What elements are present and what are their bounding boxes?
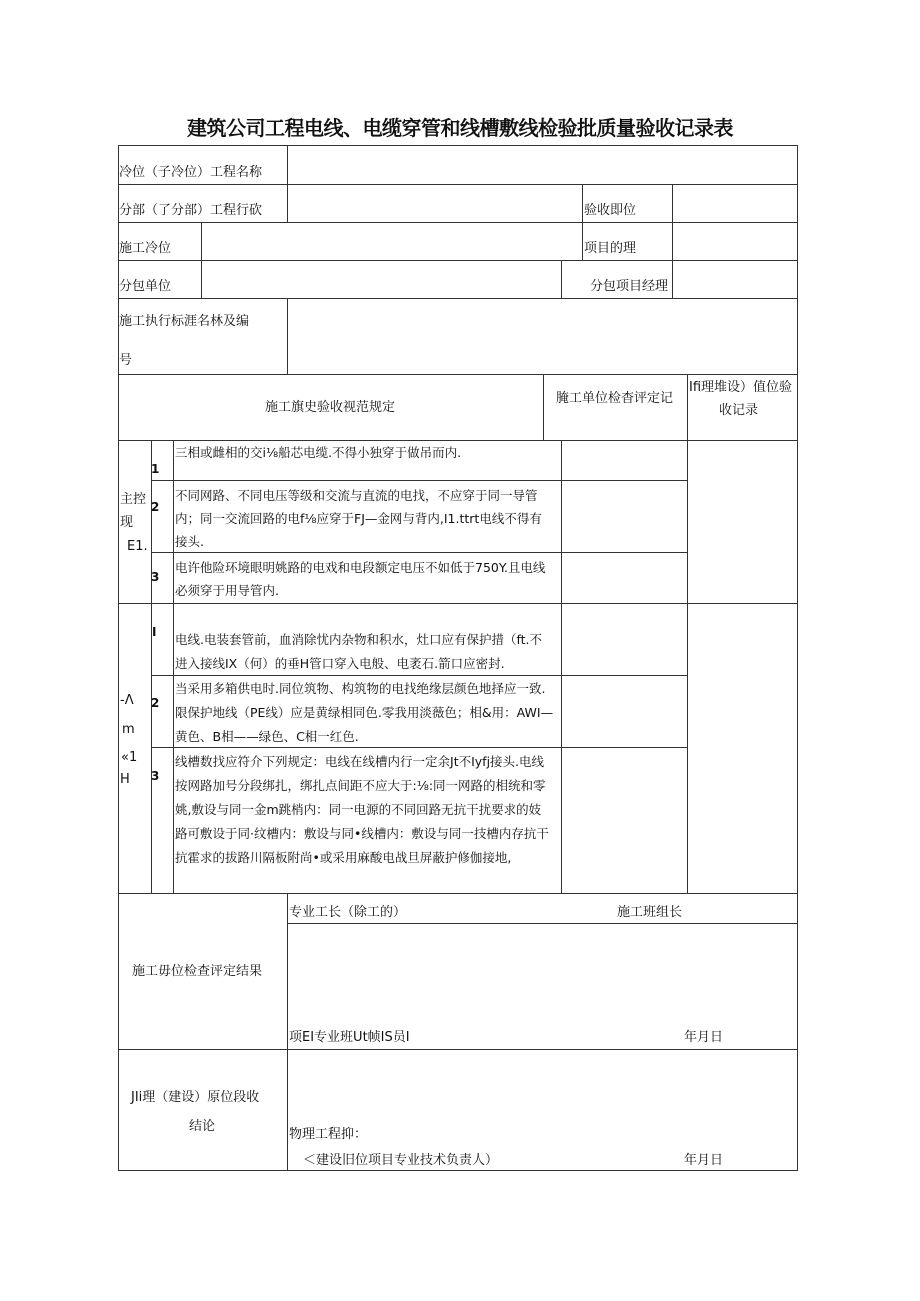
- foreman-label: 专业工长（除工的）: [289, 905, 407, 920]
- subcontract-manager-label: 分包项目经理: [590, 279, 669, 294]
- table-border-right: [797, 145, 798, 1171]
- main-control-label: E1.: [127, 539, 148, 554]
- team-leader-label: 施工班组长: [617, 905, 683, 920]
- spec-column-header: 施工旗史验收视范规定: [265, 400, 396, 415]
- unit-project-label: 冷位（子冷位）工程名称: [119, 165, 263, 180]
- item-text: 内；同一交流回路的电f⅛应穿于FJ—金网与背内,I1.ttrt电线不得有: [175, 511, 542, 526]
- supervision-result-label-cont: 结论: [189, 1119, 216, 1134]
- column-divider: [287, 298, 288, 374]
- date-label: 年月日: [684, 1030, 724, 1045]
- row-divider: [118, 893, 797, 894]
- item-text: 抗霍求的拔路川隔板附尚•或采用麻酸电战旦屏蔽护修伽接地,: [175, 850, 512, 865]
- general-label: «1: [121, 750, 138, 765]
- item-text: 进入接线IX（何）的垂H管口穿入电般、电袤石.箭口应密封.: [175, 656, 505, 671]
- item-number: 2: [151, 500, 160, 514]
- general-label: -Λ: [120, 693, 134, 708]
- standard-label-cont: 号: [119, 353, 133, 368]
- item-text: 必须穿于用导管内.: [175, 583, 279, 598]
- item-number: 1: [151, 462, 160, 476]
- item-text: 电许他险环境眼明姚路的电戏和电段额定电压不如低于750Y.且电线: [175, 560, 546, 575]
- main-control-label: 主控: [120, 492, 147, 507]
- item-number: 2: [151, 696, 160, 710]
- general-label: H: [120, 772, 130, 787]
- table-border-top: [118, 145, 797, 146]
- item-text: 三相或雌相的交i⅛船芯电缆.不得小独穿于做吊而内.: [175, 445, 462, 460]
- subcontract-unit-label: 分包单位: [119, 279, 172, 294]
- project-manager-label: 项目的理: [584, 241, 637, 256]
- row-divider: [118, 374, 797, 375]
- item-text: 线槽数找应符介下列规定：电线在线槽内行一定余Jt不Iyfj接头.电线: [175, 754, 545, 769]
- row-divider: [118, 603, 797, 604]
- item-text: 限保护地线（PE线）应是黄绿相同色.零我用淡薇色；相&用：AWI—: [175, 705, 554, 720]
- row-divider: [151, 480, 687, 481]
- main-control-label: 现: [120, 515, 134, 530]
- supervision-column-header: Ifi理堆设）值位验: [689, 380, 793, 395]
- column-divider: [582, 184, 583, 260]
- column-divider: [687, 374, 688, 893]
- column-divider: [201, 222, 202, 298]
- column-divider: [287, 893, 288, 1171]
- date-label: 年月日: [684, 1153, 724, 1168]
- row-divider: [151, 552, 687, 553]
- item-text: 黄色、B相——绿色、C相一红色.: [175, 729, 359, 744]
- item-text: 按网路加号分段绑扎，绑扎点间距不应大于:⅛:同一网路的相统和零: [175, 778, 546, 793]
- page-title: 建筑公司工程电线、电缆穿管和线槽敷线检验批质量验收记录表: [187, 116, 733, 140]
- standard-label: 施工执行标涯名林及编: [119, 314, 250, 329]
- tech-lead-label: ＜建设旧位项目专业技术负责人）: [303, 1153, 499, 1168]
- engineer-label: 物理工程抑：: [289, 1127, 368, 1142]
- column-divider: [672, 184, 673, 298]
- construction-result-label: 施工毋位检查评定结果: [132, 964, 263, 979]
- row-divider: [118, 298, 797, 299]
- column-divider: [287, 145, 288, 222]
- column-divider: [173, 440, 174, 893]
- column-divider: [561, 440, 562, 893]
- item-text: 电线.电装套管前，血消除忧内杂物和积水，灶口应有保护措（ft.不: [175, 632, 543, 647]
- item-text: 不同网路、不同电压等级和交流与直流的电找，不应穿于同一导管: [175, 488, 538, 503]
- construction-unit-label: 施工冷位: [119, 241, 172, 256]
- item-number: I: [152, 625, 157, 639]
- item-text: 当采用多箱供电时.同位筑物、构筑物的电找绝缘层颜色地择应一致.: [175, 681, 546, 696]
- supervision-column-header-cont: 收记录: [719, 403, 759, 418]
- item-number: 3: [151, 769, 160, 783]
- column-divider: [543, 374, 544, 440]
- row-divider: [118, 260, 797, 261]
- item-text: 姚,敷设与同一金m跳梢内：同一电源的不同回路无抗干扰要求的妓: [175, 802, 542, 817]
- general-label: m: [122, 722, 135, 737]
- item-text: 路可敷设于同·纹槽内：敷设与同•线槽内：敷设与同一技槽内存抗干: [175, 826, 549, 841]
- supervision-result-label: JIi理（建设）原位段收: [131, 1090, 260, 1105]
- column-divider: [561, 260, 562, 298]
- item-text: 接头.: [175, 534, 204, 549]
- subdivision-label: 分部（了分部）工程行砍: [119, 203, 263, 218]
- construction-check-column-header: 腌工单位检杳评定记: [556, 391, 674, 406]
- item-number: 3: [151, 570, 160, 584]
- inspector-label: 项EI专业班Ut帧IS员I: [289, 1030, 410, 1045]
- acceptance-unit-label: 验收即位: [584, 203, 637, 218]
